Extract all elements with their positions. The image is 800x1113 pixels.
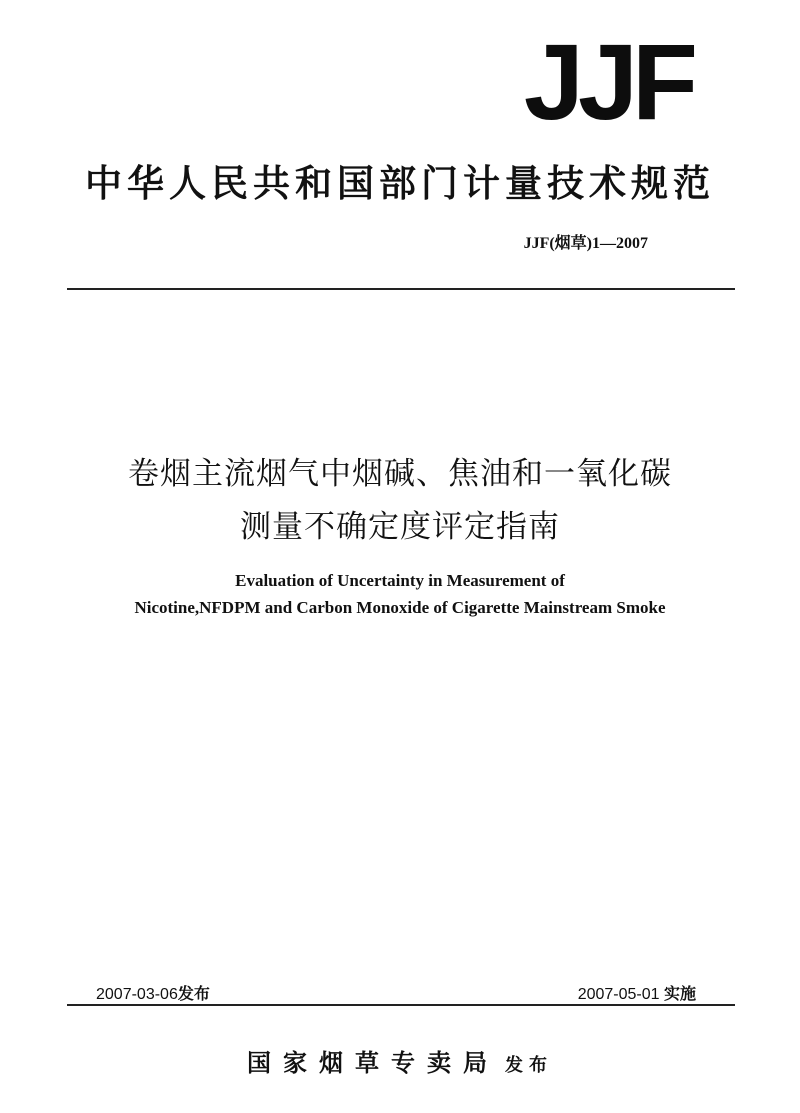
title-english-line-1: Evaluation of Uncertainty in Measurement of xyxy=(235,571,565,590)
title-chinese-line-2: 测量不确定度评定指南 xyxy=(240,509,560,545)
issue-date-block xyxy=(96,981,210,1004)
publisher-action: 发布 xyxy=(505,1055,553,1076)
header-divider xyxy=(67,288,735,290)
implement-date: 2007-05-01 xyxy=(577,986,660,1003)
document-category-title: 中华人民共和国部门计量技术规范 xyxy=(85,162,715,205)
implement-date-block xyxy=(578,981,696,1004)
footer-divider xyxy=(67,1004,735,1006)
title-chinese-line-1: 卷烟主流烟气中烟碱、焦油和一氧化碳 xyxy=(128,456,672,492)
standard-code: JJF(烟草)1—2007 xyxy=(523,235,648,252)
jjf-logo: JJF xyxy=(523,21,692,142)
publisher-line xyxy=(0,1043,800,1078)
issue-date: 2007-03-06 xyxy=(96,986,178,1003)
issue-label: 发布 xyxy=(177,984,210,1003)
title-english-line-2: Nicotine,NFDPM and Carbon Monoxide of Cigarette Mainstream Smoke xyxy=(134,598,666,617)
implement-label: 实施 xyxy=(663,984,696,1003)
publisher-org: 国家烟草专卖局 xyxy=(247,1048,499,1077)
